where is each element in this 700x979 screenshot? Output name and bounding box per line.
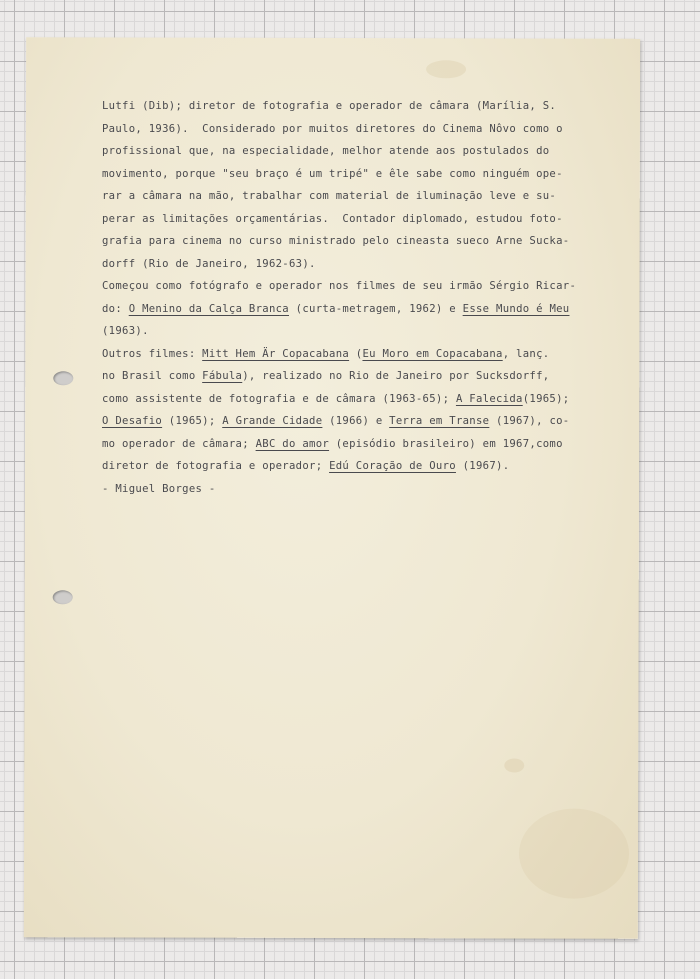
text-line [102, 230, 622, 253]
text-segment: Paulo, 1936). Considerado por muitos diretores do Cinema Nôvo como o [102, 122, 563, 135]
text-line [102, 208, 622, 231]
film-title: Terra em Transe [389, 415, 490, 427]
text-segment: como assistente de fotografia e de câmara (1963-65); [102, 392, 456, 405]
punch-hole-bottom [53, 590, 73, 604]
text-line [102, 455, 622, 478]
text-line [102, 140, 622, 163]
text-line [102, 478, 622, 501]
text-segment: grafia para cinema no curso ministrado pelo cineasta sueco Arne Sucka- [102, 235, 570, 247]
film-title: Eu Moro em Copacabana [362, 347, 503, 360]
text-line [102, 163, 622, 186]
text-segment: (1966) e [322, 415, 390, 427]
film-title: Mitt Hem Är Copacabana [202, 347, 350, 360]
text-segment: mo operador de câmara; [102, 437, 256, 450]
text-segment: (1965); [162, 415, 223, 427]
paper-stain [426, 60, 466, 78]
film-title: O Desafio [102, 415, 163, 427]
text-line [102, 388, 622, 411]
text-segment: Começou como fotógrafo e operador nos filmes de seu irmão Sérgio Ricar- [102, 280, 577, 292]
film-title: A Falecida [455, 392, 523, 405]
text-segment: dorff (Rio de Janeiro, 1962-63). [102, 257, 316, 270]
film-title: Esse Mundo é Meu [462, 302, 570, 315]
text-segment: (1967), co- [489, 415, 570, 427]
document-body [102, 95, 622, 500]
text-line [102, 253, 622, 276]
text-segment: (1967). [455, 460, 510, 472]
film-title: O Menino da Calça Branca [128, 302, 289, 315]
film-title: Edú Coração de Ouro [329, 460, 456, 472]
text-line [102, 365, 622, 388]
text-line [102, 275, 622, 298]
text-segment: (curta-metragem, 1962) e [289, 302, 463, 315]
text-segment: Outros filmes: [102, 347, 203, 360]
text-segment: (1965); [522, 392, 570, 405]
text-line [102, 118, 622, 141]
text-line [102, 185, 622, 208]
text-line [102, 95, 622, 118]
text-line [102, 410, 622, 433]
paper-stain [504, 758, 524, 772]
text-segment: rar a câmara na mão, trabalhar com material de iluminação leve e su- [102, 190, 557, 202]
text-segment: (1963). [102, 325, 149, 337]
text-segment: ( [349, 347, 363, 360]
text-line [102, 298, 622, 321]
text-segment: no Brasil como [102, 370, 203, 382]
film-title: ABC do amor [255, 437, 330, 450]
text-segment: (episódio brasileiro) em 1967,como [329, 437, 563, 450]
text-segment: - Miguel Borges - [102, 482, 216, 495]
text-segment: , lanç. [502, 347, 550, 360]
film-title: A Grande Cidade [222, 415, 323, 427]
text-segment: Lutfi (Dib); diretor de fotografia e operador de câmara (Marília, S. [102, 100, 557, 112]
text-segment: profissional que, na especialidade, melhor atende aos postulados do [102, 145, 550, 157]
text-segment: diretor de fotografia e operador; [102, 460, 330, 472]
text-line [102, 320, 622, 343]
punch-hole-top [53, 371, 73, 385]
paper-stain [519, 808, 629, 898]
text-line [102, 343, 622, 366]
text-line [102, 433, 622, 456]
text-segment: ), realizado no Rio de Janeiro por Sucksdorff, [242, 370, 550, 382]
text-segment: movimento, porque "seu braço é um tripé" e êle sabe como ninguém ope- [102, 167, 563, 180]
text-segment: do: [102, 302, 129, 315]
film-title: Fábula [202, 370, 243, 382]
text-segment: perar as limitações orçamentárias. Contador diplomado, estudou foto- [102, 212, 563, 225]
